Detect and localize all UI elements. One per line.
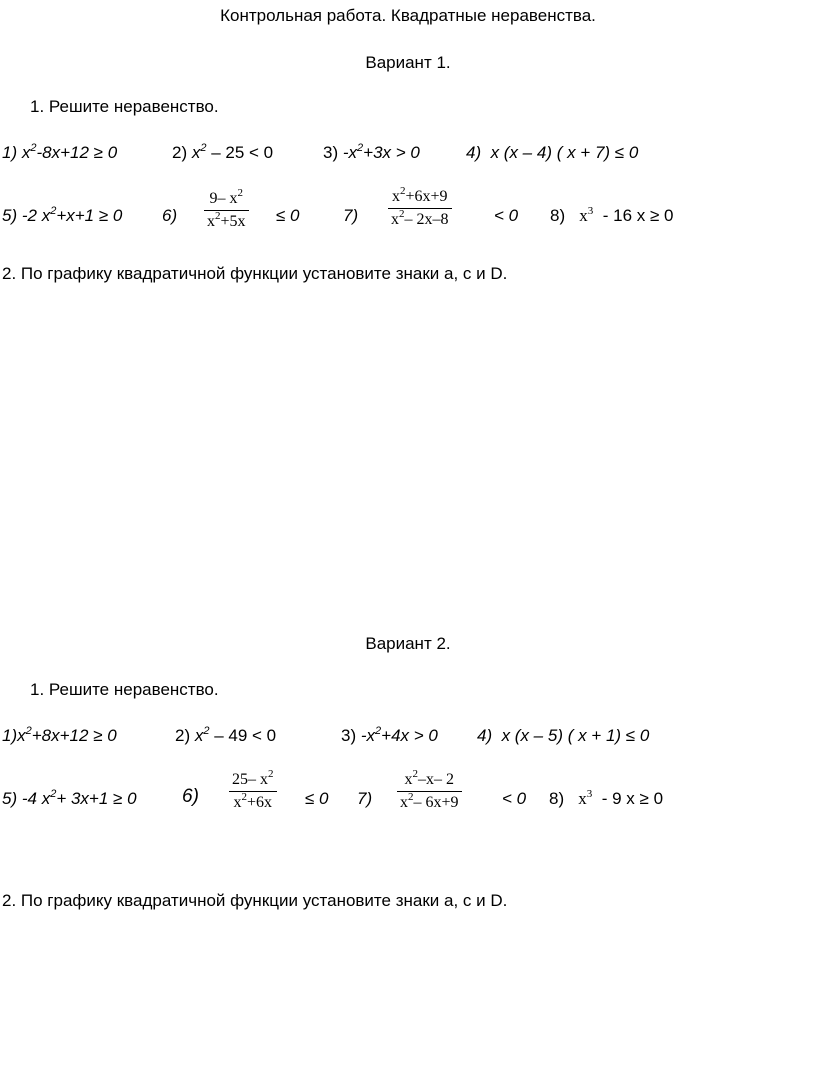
expression: $x^3 - 9$ x ≥ 0	[578, 788, 664, 808]
expression: -4 $x^2+ 3x+1 \ge 0$	[21, 788, 137, 808]
problem-number: 1)	[2, 143, 18, 162]
expression: -2 $x^2+x+1 \ge 0$	[21, 205, 123, 225]
expression: x (x – 5) ( x + 1) ≤ 0	[501, 726, 650, 745]
numerator: $x^2-x-$ 2	[404, 768, 455, 788]
expression: $x^2 - 49 < 0$	[194, 725, 277, 745]
expression: $x^3 - 16$ x ≥ 0	[579, 205, 674, 225]
expression: $x^2 - 25 < 0$	[191, 142, 274, 162]
problem-number: 3)	[341, 726, 357, 745]
v2-problem-7-fraction	[397, 768, 462, 812]
v2-problem-5	[2, 789, 137, 809]
page-title: Контрольная работа. Квадратные неравенства.	[220, 6, 596, 25]
denominator: $x^2+6x$	[233, 791, 273, 811]
v1-problem-5	[2, 206, 122, 226]
v1-problem-6-number: 6)	[162, 206, 178, 225]
numerator: 9– $x^2$	[209, 187, 244, 207]
variant-1-task-1: 1. Решите неравенство.	[30, 97, 219, 116]
expression: x (x – 4) ( x + 7) ≤ 0	[490, 143, 639, 162]
variant-2-heading: Вариант 2.	[365, 634, 451, 653]
variant-1-heading: Вариант 1.	[365, 53, 451, 72]
problem-number: 1)	[2, 726, 18, 745]
problem-number: 2)	[175, 726, 191, 745]
v1-problem-2	[172, 143, 273, 163]
variant-2-task-1: 1. Решите неравенство.	[30, 680, 219, 699]
problem-number: 4)	[466, 143, 482, 162]
problem-number: 4)	[477, 726, 493, 745]
problem-number: 8)	[550, 206, 566, 225]
expression: $x^2-8x+12 \ge 0$	[21, 142, 118, 162]
problem-number: 5)	[2, 206, 18, 225]
v1-problem-7-number: 7)	[343, 206, 359, 225]
v2-problem-1	[2, 726, 117, 746]
v2-problem-4	[477, 726, 649, 746]
denominator: $x^2+5x$	[207, 210, 246, 230]
v1-problem-8	[550, 206, 674, 226]
v1-problem-7-fraction	[388, 185, 452, 229]
v2-problem-6-fraction	[229, 768, 277, 812]
v1-problem-6-fraction	[204, 187, 249, 231]
v1-problem-6-relation: ≤ 0	[276, 206, 300, 225]
v2-problem-2	[175, 726, 276, 746]
denominator: $x^2-$ 2x–8	[391, 208, 449, 228]
problem-number: 2)	[172, 143, 188, 162]
v2-problem-7-relation: < 0	[502, 789, 527, 808]
v1-problem-1	[2, 143, 117, 163]
numerator: 25– $x^2$	[232, 768, 274, 788]
v2-problem-3	[341, 726, 438, 746]
denominator: $x^2-$ 6x+9	[400, 791, 459, 811]
v1-problem-7-relation: < 0	[494, 206, 519, 225]
v2-problem-6-relation: ≤ 0	[305, 789, 329, 808]
problem-number: 8)	[549, 789, 565, 808]
v1-problem-3	[323, 143, 420, 163]
problem-number: 3)	[323, 143, 339, 162]
problem-number: 5)	[2, 789, 18, 808]
expression: $x^2+8x+12 \ge 0$	[17, 725, 117, 745]
variant-2-task-2: 2. По графику квадратичной функции установите знаки а, с и D.	[2, 891, 508, 910]
v2-problem-6-number: 6)	[182, 786, 199, 807]
variant-1-task-2: 2. По графику квадратичной функции установите знаки а, с и D.	[2, 264, 508, 283]
expression: $-x^2+4x > 0$	[360, 725, 438, 745]
expression: $-x^2+3x > 0$	[342, 142, 420, 162]
v2-problem-8	[549, 789, 663, 809]
numerator: $x^2+6x+9$	[391, 185, 448, 205]
v2-problem-7-number: 7)	[357, 789, 373, 808]
v1-problem-4	[466, 143, 638, 163]
